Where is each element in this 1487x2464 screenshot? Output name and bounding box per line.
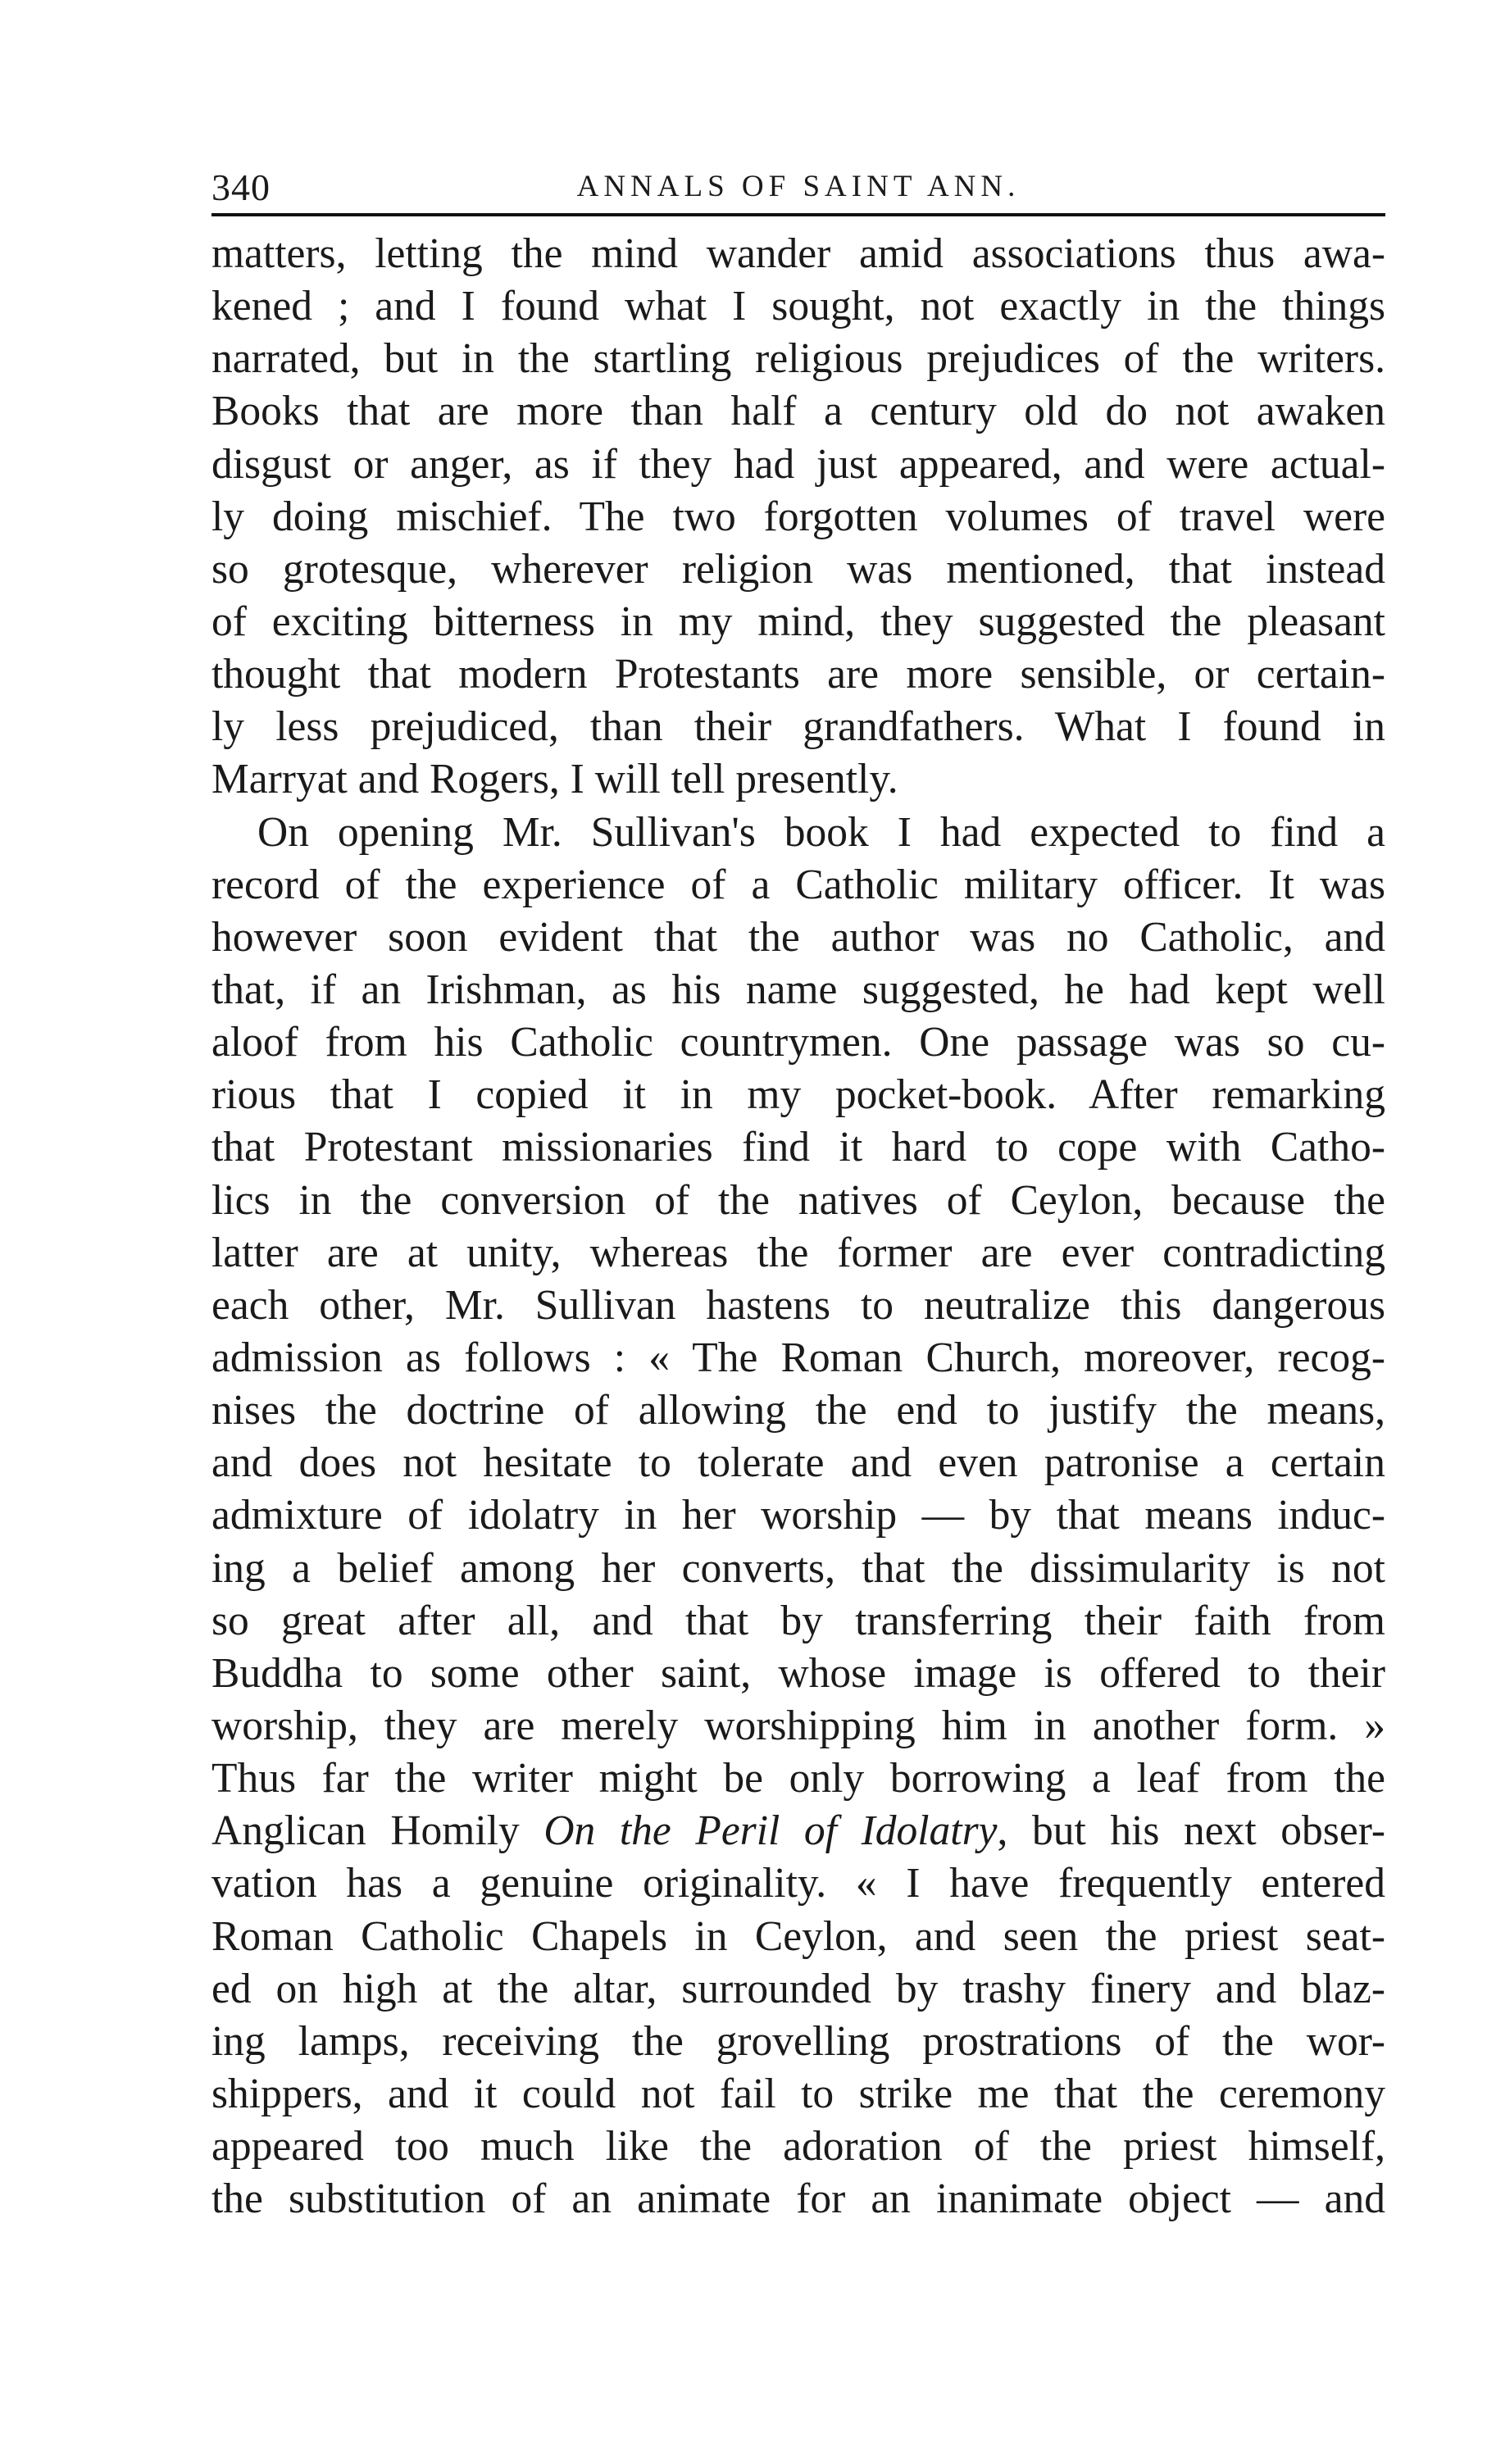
text-line: shippers, and it could not fail to strike me that the ceremony xyxy=(211,2070,1385,2117)
text-line: ly less prejudiced, than their grandfathers. What I found in xyxy=(211,703,1385,751)
text-line: that Protestant missionaries find it hard to cope with Catho- xyxy=(211,1124,1385,1171)
text-line: vation has a genuine originality. « I have frequently entered xyxy=(211,1860,1385,1907)
running-head xyxy=(211,148,1385,216)
body-text xyxy=(211,228,1385,2225)
text-line xyxy=(211,1805,1385,1857)
text-line xyxy=(211,1753,1385,1805)
text-line: narrated, but in the startling religious prejudices of the writers. xyxy=(211,335,1385,383)
text-line: kened ; and I found what I sought, not exactly in the things xyxy=(211,283,1385,330)
text-line: ly doing mischief. The two forgotten volumes of travel were xyxy=(211,493,1385,540)
text-line: thought that modern Protestants are more sensible, or certain- xyxy=(211,651,1385,698)
text-line: rious that I copied it in my pocket-book. After remarking xyxy=(211,1071,1385,1119)
text-segment: , but his next obser- xyxy=(997,1807,1385,1855)
text-line: appeared too much like the adoration of the priest himself, xyxy=(211,2123,1385,2171)
running-title: ANNALS OF SAINT ANN. xyxy=(576,170,1021,203)
text-line: disgust or anger, as if they had just appeared, and were actual- xyxy=(211,440,1385,488)
text-line: ing a belief among her converts, that the dissimularity is not xyxy=(211,1544,1385,1592)
page-number: 340 xyxy=(211,166,271,208)
text-line: On opening Mr. Sullivan's book I had expected to find a xyxy=(257,808,1385,856)
text-line: ing lamps, receiving the grovelling prostrations of the wor- xyxy=(211,2017,1385,2065)
text-line: and does not hesitate to tolerate and even patronise a certain xyxy=(211,1439,1385,1487)
text-line: that, if an Irishman, as his name suggested, he had kept well xyxy=(211,966,1385,1013)
text-line: the substitution of an animate for an inanimate object — and xyxy=(211,2175,1385,2223)
text-line: aloof from his Catholic countrymen. One passage was so cu- xyxy=(211,1019,1385,1066)
text-line: lics in the conversion of the natives of Ceylon, because the xyxy=(211,1176,1385,1224)
text-line: each other, Mr. Sullivan hastens to neutralize this dangerous xyxy=(211,1281,1385,1329)
text-line: ed on high at the altar, surrounded by trashy finery and blaz- xyxy=(211,1965,1385,2012)
text-line: of exciting bitterness in my mind, they suggested the pleasant xyxy=(211,598,1385,645)
text-line: so great after all, and that by transferring their faith from xyxy=(211,1597,1385,1644)
text-line: Roman Catholic Chapels in Ceylon, and seen the priest seat- xyxy=(211,1912,1385,1960)
text-line: admixture of idolatry in her worship — by that means induc- xyxy=(211,1492,1385,1539)
text-segment: Anglican Homily xyxy=(211,1807,544,1855)
text-segment: Thus far the writer might be only borrowing a leaf from the xyxy=(211,1755,1385,1803)
text-line: record of the experience of a Catholic military officer. It was xyxy=(211,861,1385,908)
italic-title: On the Peril of Idolatry xyxy=(543,1807,998,1855)
text-line: admission as follows : « The Roman Church, moreover, recog- xyxy=(211,1334,1385,1381)
text-line: Marryat and Rogers, I will tell presently. xyxy=(211,756,898,803)
text-line: Buddha to some other saint, whose image is offered to their xyxy=(211,1649,1385,1697)
text-line: so grotesque, wherever religion was mentioned, that instead xyxy=(211,545,1385,593)
text-line: nises the doctrine of allowing the end to justify the means, xyxy=(211,1387,1385,1434)
book-page xyxy=(211,148,1385,2312)
text-line: matters, letting the mind wander amid associations thus awa- xyxy=(211,230,1385,277)
text-line: Books that are more than half a century old do not awaken xyxy=(211,388,1385,435)
text-line: worship, they are merely worshipping him in another form. » xyxy=(211,1702,1385,1749)
text-line: latter are at unity, whereas the former are ever contradicting xyxy=(211,1229,1385,1276)
text-line: however soon evident that the author was no Catholic, and xyxy=(211,913,1385,961)
